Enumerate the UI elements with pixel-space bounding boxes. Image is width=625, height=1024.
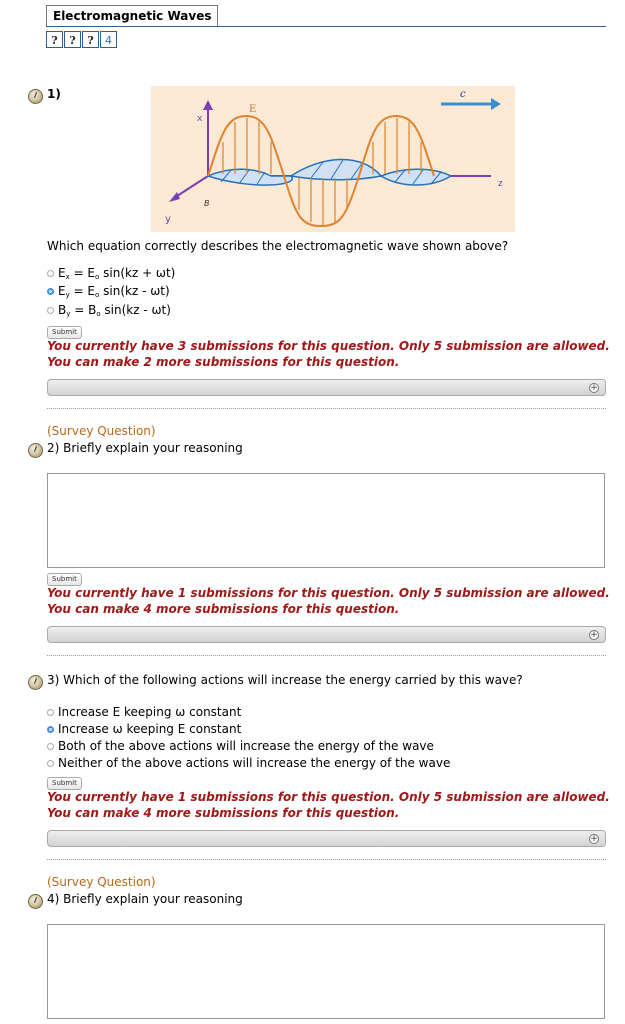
label-x: x	[197, 114, 203, 124]
radio-button[interactable]	[47, 709, 54, 716]
option-label: Increase ω keeping E constant	[58, 722, 242, 736]
section-divider	[47, 859, 606, 860]
nav-question-1[interactable]: ?	[46, 31, 63, 48]
wave-figure	[151, 86, 515, 232]
survey-label: (Survey Question)	[47, 424, 156, 438]
submit-button[interactable]: Submit	[47, 777, 82, 790]
e-field-crest	[208, 116, 284, 176]
answer-option[interactable]	[47, 739, 434, 753]
question-prompt: 4) Briefly explain your reasoning	[47, 892, 243, 906]
hint-bar[interactable]	[47, 379, 606, 396]
b-field-lobe	[208, 169, 292, 185]
radio-button-selected[interactable]	[47, 288, 54, 295]
question-status-icon	[28, 894, 43, 909]
submission-remaining: You can make 4 more submissions for this question.	[47, 602, 400, 616]
submission-status: You currently have 1 submissions for this question. Only 5 submission are allowed.	[47, 790, 610, 804]
submission-remaining: You can make 4 more submissions for this question.	[47, 806, 400, 820]
section-divider	[47, 655, 606, 656]
nav-question-4[interactable]: 4	[100, 31, 117, 48]
nav-question-3[interactable]: ?	[82, 31, 99, 48]
question-prompt: 2) Briefly explain your reasoning	[47, 441, 243, 455]
question-prompt: 3) Which of the following actions will increase the energy carried by this wave?	[47, 673, 523, 687]
option-label: $E_x = E_o$ sin(kz + ωt)	[58, 266, 176, 281]
expand-icon[interactable]: +	[590, 834, 598, 844]
question-status-icon	[28, 675, 43, 690]
b-field-lobe	[291, 159, 381, 179]
label-c: c	[460, 89, 466, 100]
label-y: y	[165, 214, 171, 225]
submit-button[interactable]: Submit	[47, 326, 82, 339]
nav-question-2[interactable]: ?	[64, 31, 81, 48]
label-B: B	[204, 199, 210, 208]
question-status-icon	[28, 443, 43, 458]
answer-option[interactable]	[47, 284, 170, 299]
em-wave-diagram	[151, 86, 515, 232]
option-label: Both of the above actions will increase the energy of the wave	[58, 739, 434, 753]
question-prompt: Which equation correctly describes the electromagnetic wave shown above?	[47, 239, 509, 253]
option-label: $B_y = B_o$ sin(kz - ωt)	[58, 303, 171, 318]
label-z: z	[498, 179, 503, 189]
answer-option[interactable]	[47, 303, 171, 318]
e-field-trough	[284, 176, 359, 226]
y-axis	[174, 176, 208, 198]
title-divider	[46, 26, 606, 27]
b-field-lobe	[381, 169, 451, 185]
propagation-arrowhead	[491, 98, 501, 110]
radio-button[interactable]	[47, 760, 54, 767]
answer-option[interactable]	[47, 756, 450, 770]
answer-textarea[interactable]	[47, 473, 605, 568]
label-E: E	[249, 104, 257, 115]
option-label: Neither of the above actions will increase the energy of the wave	[58, 756, 451, 770]
section-divider	[47, 408, 606, 409]
radio-button[interactable]	[47, 270, 54, 277]
submission-status: You currently have 1 submissions for this question. Only 5 submission are allowed.	[47, 586, 610, 600]
option-label: Increase E keeping ω constant	[58, 705, 242, 719]
radio-button-selected[interactable]	[47, 726, 54, 733]
radio-button[interactable]	[47, 743, 54, 750]
expand-icon[interactable]: +	[590, 630, 598, 640]
assignment-title: Electromagnetic Waves	[46, 5, 218, 26]
answer-option[interactable]	[47, 722, 241, 736]
submit-button[interactable]: Submit	[47, 573, 82, 586]
hint-bar[interactable]	[47, 830, 606, 847]
answer-textarea[interactable]	[47, 924, 605, 1019]
submission-remaining: You can make 2 more submissions for this question.	[47, 355, 400, 369]
option-label: $E_y = E_o$ sin(kz - ωt)	[58, 284, 170, 299]
answer-option[interactable]	[47, 266, 175, 281]
survey-label: (Survey Question)	[47, 875, 156, 889]
radio-button[interactable]	[47, 307, 54, 314]
question-number: 1)	[47, 87, 61, 101]
answer-option[interactable]	[47, 705, 241, 719]
hint-bar[interactable]	[47, 626, 606, 643]
submission-status: You currently have 3 submissions for this question. Only 5 submission are allowed.	[47, 339, 610, 353]
question-status-icon	[28, 89, 43, 104]
expand-icon[interactable]: +	[590, 383, 598, 393]
